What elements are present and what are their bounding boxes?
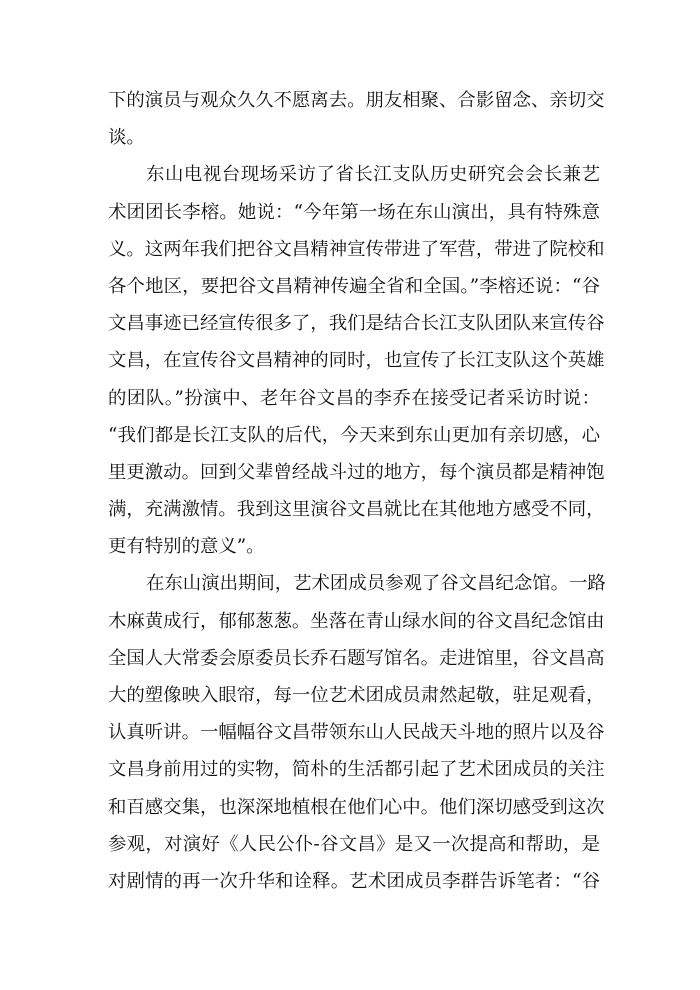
text-line: 东山电视台现场采访了省长江支队历史研究会会长兼艺	[146, 164, 600, 186]
text-line: 认真听讲。一幅幅谷文昌带领东山人民战天斗地的照片以及谷	[108, 722, 605, 744]
text-line: 谈。	[108, 127, 145, 149]
text-line: 全国人大常委会原委员长乔石题写馆名。走进馆里，谷文昌高	[108, 647, 605, 669]
text-line: 文昌事迹已经宣传很多了，我们是结合长江支队团队来宣传谷	[108, 313, 605, 335]
text-line: 满，充满激情。我到这里演谷文昌就比在其他地方感受不同，	[108, 499, 605, 521]
text-line: 义。这两年我们把谷文昌精神宣传带进了军营，带进了院校和	[108, 238, 605, 260]
text-line: 和百感交集，也深深地植根在他们心中。他们深切感受到这次	[108, 796, 605, 818]
text-line: 里更激动。回到父辈曾经战斗过的地方，每个演员都是精神饱	[108, 461, 605, 483]
text-line: 各个地区，要把谷文昌精神传遍全省和全国。”李榕还说：“谷	[108, 275, 600, 297]
text-line: 参观，对演好《人民公仆-谷文昌》是又一次提高和帮助，是	[108, 833, 600, 855]
text-line: 更有特别的意义”。	[108, 536, 265, 558]
body-text	[108, 82, 606, 900]
text-line: “我们都是长江支队的后代，今天来到东山更加有亲切感，心	[108, 424, 600, 446]
text-line: 的团队。”扮演中、老年谷文昌的李乔在接受记者采访时说：	[108, 387, 600, 409]
text-line: 文昌身前用过的实物，简朴的生活都引起了艺术团成员的关注	[108, 759, 605, 781]
text-line: 下的演员与观众久久不愿离去。朋友相聚、合影留念、亲切交	[108, 90, 605, 111]
text-line: 对剧情的再一次升华和诠释。艺术团成员李群告诉笔者：“谷	[108, 870, 600, 892]
text-line: 木麻黄成行，郁郁葱葱。坐落在青山绿水间的谷文昌纪念馆由	[108, 610, 605, 632]
text-line: 在东山演出期间，艺术团成员参观了谷文昌纪念馆。一路	[146, 573, 606, 595]
text-line: 术团团长李榕。她说：“今年第一场在东山演出，具有特殊意	[108, 201, 600, 223]
text-line: 文昌，在宣传谷文昌精神的同时，也宣传了长江支队这个英雄	[108, 350, 605, 372]
text-line: 大的塑像映入眼帘，每一位艺术团成员肃然起敬，驻足观看，	[108, 685, 605, 706]
